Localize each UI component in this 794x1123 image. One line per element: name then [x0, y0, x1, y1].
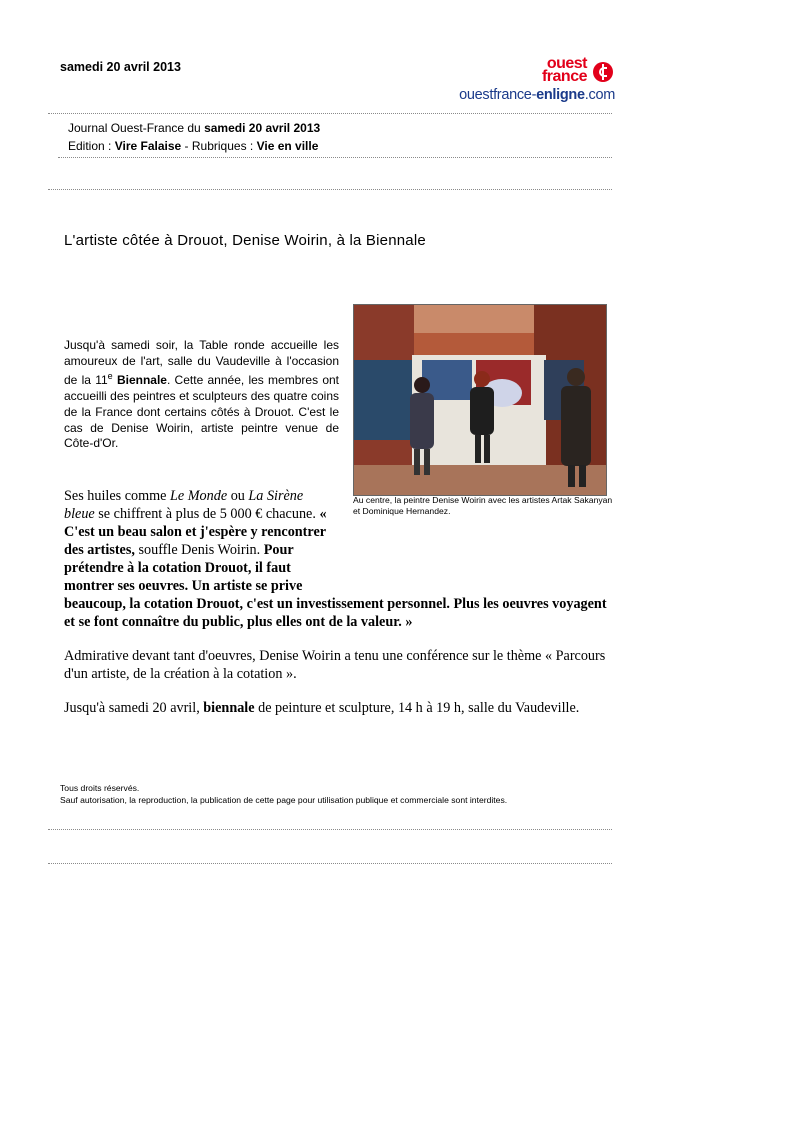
lead-bold: Biennale [116, 373, 167, 388]
divider [48, 113, 612, 114]
photo-person-center-leg [484, 435, 490, 463]
logo-url-bold: enligne [536, 87, 585, 103]
article-paragraph-3 [64, 699, 620, 717]
divider [48, 189, 612, 190]
reproduction-notice: Sauf autorisation, la reproduction, la publication de cette page pour utilisation publique et commerciale sont interdites. [60, 795, 508, 805]
photo-person-right-head [567, 368, 585, 386]
logo-url-prefix: ouestfrance- [459, 87, 537, 103]
lead-superscript: e [107, 371, 113, 382]
p1-italic: La Sirène bleue [64, 488, 304, 522]
lead-text: Jusqu'à samedi soir, la Table ronde accueille les amoureux de l'art, salle du Vaudeville à l'occasion de la 11 [64, 338, 339, 388]
photo-person-left-leg [424, 449, 430, 475]
p1-italic: Le Monde [170, 488, 228, 504]
p1-text: ou [227, 488, 249, 504]
ouest-france-logo[interactable] [430, 57, 615, 105]
journal-prefix: Journal Ouest-France du [68, 121, 205, 135]
divider [48, 829, 612, 830]
p3-bold: biennale [203, 700, 255, 716]
page-date: samedi 20 avril 2013 [60, 60, 181, 74]
p1-text: souffle Denis Woirin. [134, 542, 264, 558]
edition-label: Edition : [68, 139, 115, 153]
photo-illustration [354, 305, 606, 495]
p1-quote: Pour prétendre à la cotation Drouot, il faut montrer ses oeuvres. Un artiste se prive beaucoup, la cotation Drouot, c'est un investissement personnel. Plus les oeuvres voyagent et se font connaître du public, plus elles ont de la valeur. » [64, 542, 607, 630]
article-meta [68, 119, 320, 155]
photo-person-center-leg [475, 435, 481, 463]
article-body [64, 487, 620, 717]
p1-quote: « C'est un beau salon et j'espère y rencontrer des artistes, [64, 506, 327, 558]
logo-url [459, 87, 615, 103]
article-title: L'artiste côtée à Drouot, Denise Woirin, à la Biennale [64, 232, 426, 249]
divider [48, 863, 612, 864]
edition-line [68, 137, 320, 155]
logo-line-ouest: ouest [546, 55, 587, 72]
logo-line-france: france [541, 68, 587, 85]
rights-line: Tous droits réservés. [60, 783, 140, 793]
photo-person-center-body [470, 387, 494, 435]
photo-caption: Au centre, la peintre Denise Woirin avec les artistes Artak Sakanyan et Dominique Hernandez. [353, 495, 613, 516]
edition-name: Vire Falaise [114, 139, 182, 153]
article-paragraph-1 [64, 487, 620, 631]
journal-line [68, 119, 320, 137]
rubriques-label: - Rubriques : [181, 139, 257, 153]
photo-person-right-leg [579, 465, 586, 487]
photo-person-right-leg [568, 465, 575, 487]
logo-emblem-icon [593, 62, 613, 82]
divider [58, 157, 612, 158]
article-paragraph-2: Admirative devant tant d'oeuvres, Denise Woirin a tenu une conférence sur le thème « Parcours d'un artiste, de la création à la cotation ». [64, 648, 606, 682]
photo-person-left-head [414, 377, 430, 393]
article-lead [64, 338, 339, 452]
lead-text-cont: . Cette année, les membres ont accueilli des peintres et sculpteurs des quatre coins de la France dont certains côtés à Drouot. C'est le cas de Denise Woirin, artiste peintre venue de Côte-d'Or. [64, 373, 340, 451]
rubrique-name: Vie en ville [256, 139, 319, 153]
p1-text: se chiffrent à plus de 5 000 € chacune. [94, 506, 320, 522]
journal-date: samedi 20 avril 2013 [204, 121, 321, 135]
p3-text: Jusqu'à samedi 20 avril, [64, 700, 204, 716]
copyright-notice [60, 782, 507, 806]
photo-person-left-leg [414, 449, 420, 475]
logo-url-suffix: .com [584, 87, 615, 103]
photo-painting-left [354, 360, 412, 440]
photo-person-center-head [474, 371, 490, 387]
photo-person-right-body [561, 386, 591, 466]
photo-person-left-body [410, 393, 434, 449]
logo-wordmark [542, 57, 587, 83]
p1-text: Ses huiles comme [64, 488, 170, 504]
p3-text: de peinture et sculpture, 14 h à 19 h, salle du Vaudeville. [254, 700, 580, 716]
article-photo [353, 304, 607, 496]
